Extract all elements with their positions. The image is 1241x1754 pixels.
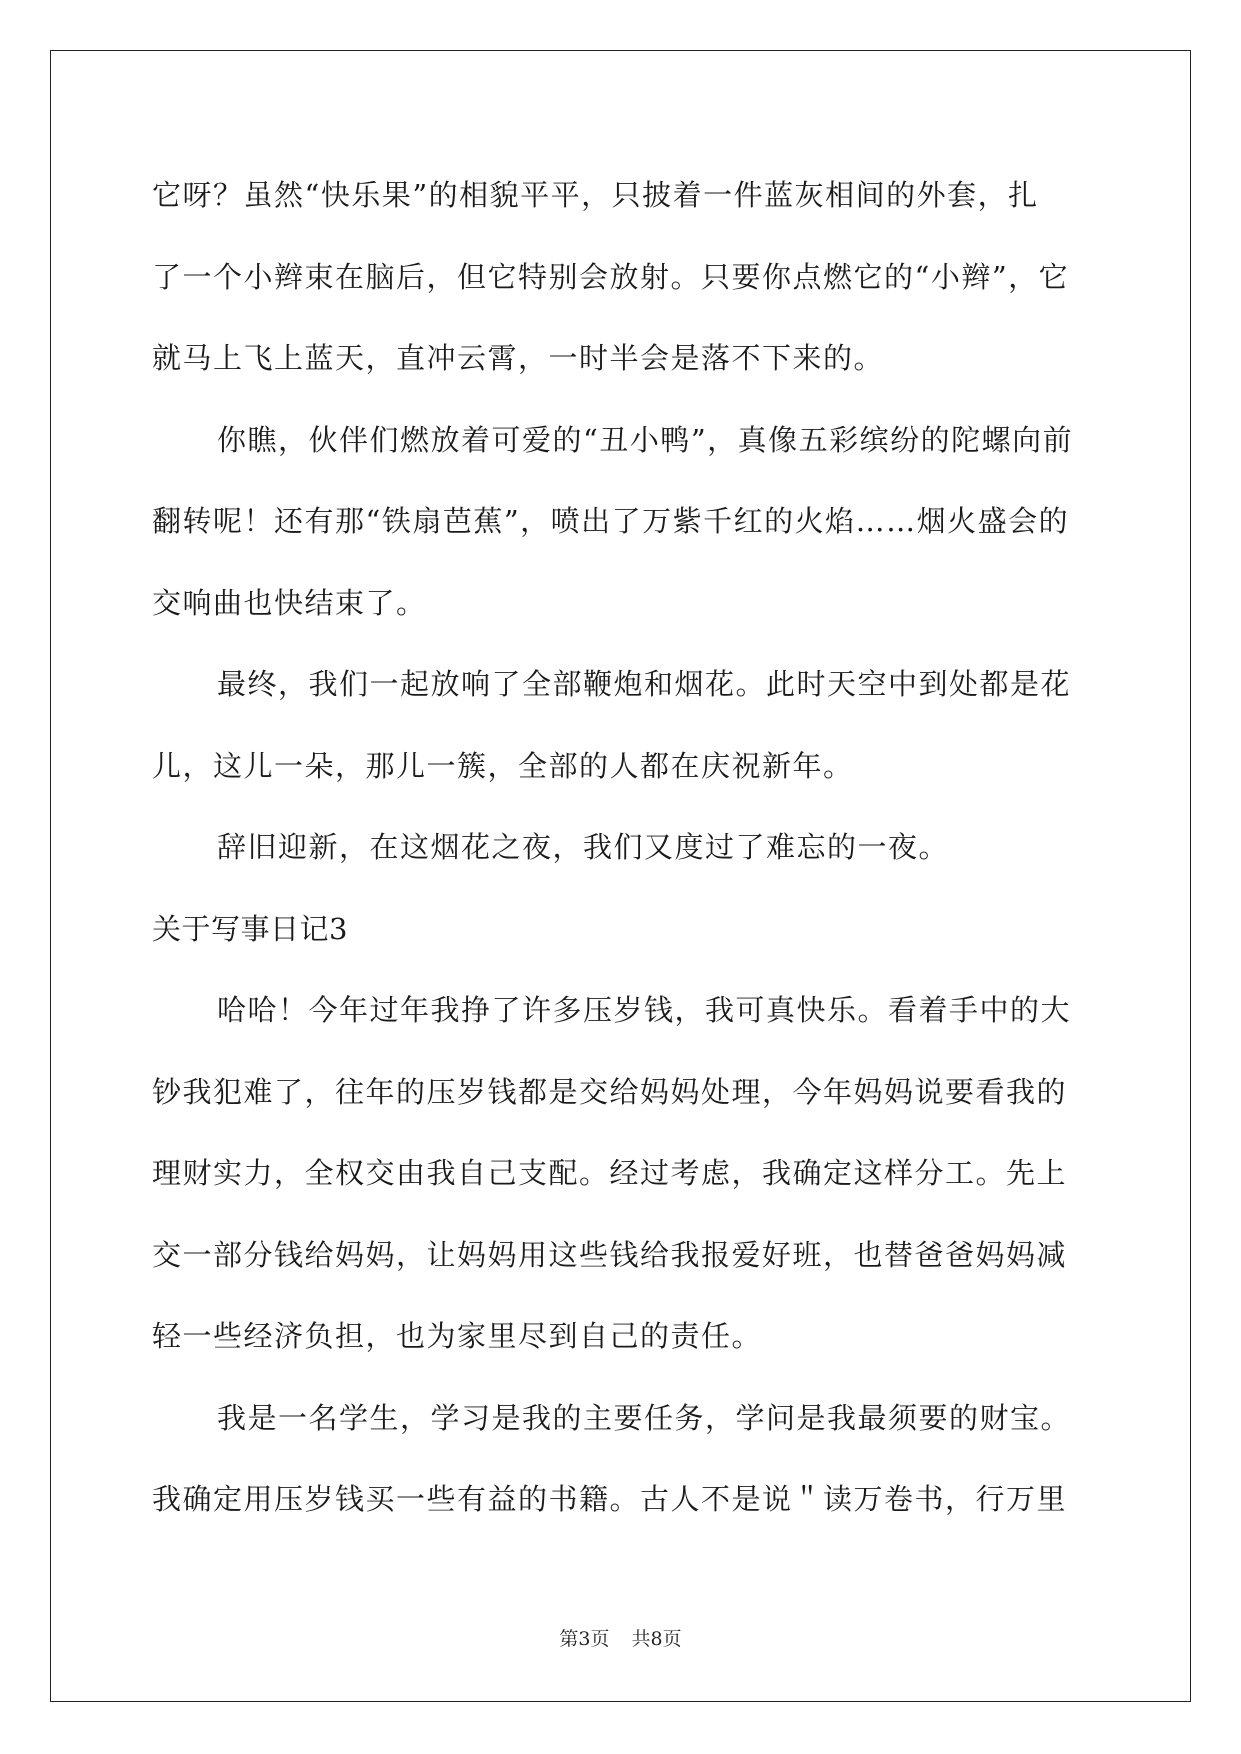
text-line: 理财实力，全权交由我自己支配。经过考虑，我确定这样分工。先上 [152,1156,1068,1190]
paragraph-start-line: 你瞧，伙伴们燃放着可爱的“丑小鸭”，真像五彩缤纷的陀螺向前 [217,422,1074,457]
page-footer [0,1624,1241,1651]
paragraph-start-line: 我是一名学生，学习是我的主要任务，学问是我最须要的财宝。 [217,1400,1072,1435]
paragraph-start-line: 辞旧迎新，在这烟花之夜，我们又度过了难忘的一夜。 [217,830,950,864]
text-line: 它呀？虽然“快乐果”的相貌平平，只披着一件蓝灰相间的外套，扎 [152,178,1039,212]
text-line: 轻一些经济负担，也为家里尽到自己的责任。 [152,1319,763,1353]
text-line: 了一个小辫束在脑后，但它特别会放射。只要你点燃它的“小辫”，它 [152,259,1070,294]
page-total: 共8页 [631,1628,682,1650]
text-line: 交一部分钱给妈妈，让妈妈用这些钱给我报爱好班，也替爸爸妈妈减 [152,1237,1068,1272]
text-line: 钞我犯难了，往年的压岁钱都是交给妈妈处理，今年妈妈说要看我的 [152,1074,1068,1109]
section-heading: 关于写事日记3 [152,911,348,946]
text-line: 交响曲也快结束了。 [152,585,427,620]
page-number: 第3页 [559,1628,610,1650]
document-body [152,155,1092,1541]
text-line: 我确定用压岁钱买一些有益的书籍。古人不是说＂读万卷书，行万里 [152,1482,1068,1516]
text-line: 儿，这儿一朵，那儿一簇，全部的人都在庆祝新年。 [152,748,854,783]
text-line: 翻转呢！还有那“铁扇芭蕉”，喷出了万紫千红的火焰……烟火盛会的 [152,504,1070,538]
text-line: 就马上飞上蓝天，直冲云霄，一时半会是落不下来的。 [152,341,885,375]
paragraph-start-line: 最终，我们一起放响了全部鞭炮和烟花。此时天空中到处都是花 [217,667,1072,701]
paragraph-start-line: 哈哈！今年过年我挣了许多压岁钱，我可真快乐。看着手中的大 [217,993,1072,1027]
